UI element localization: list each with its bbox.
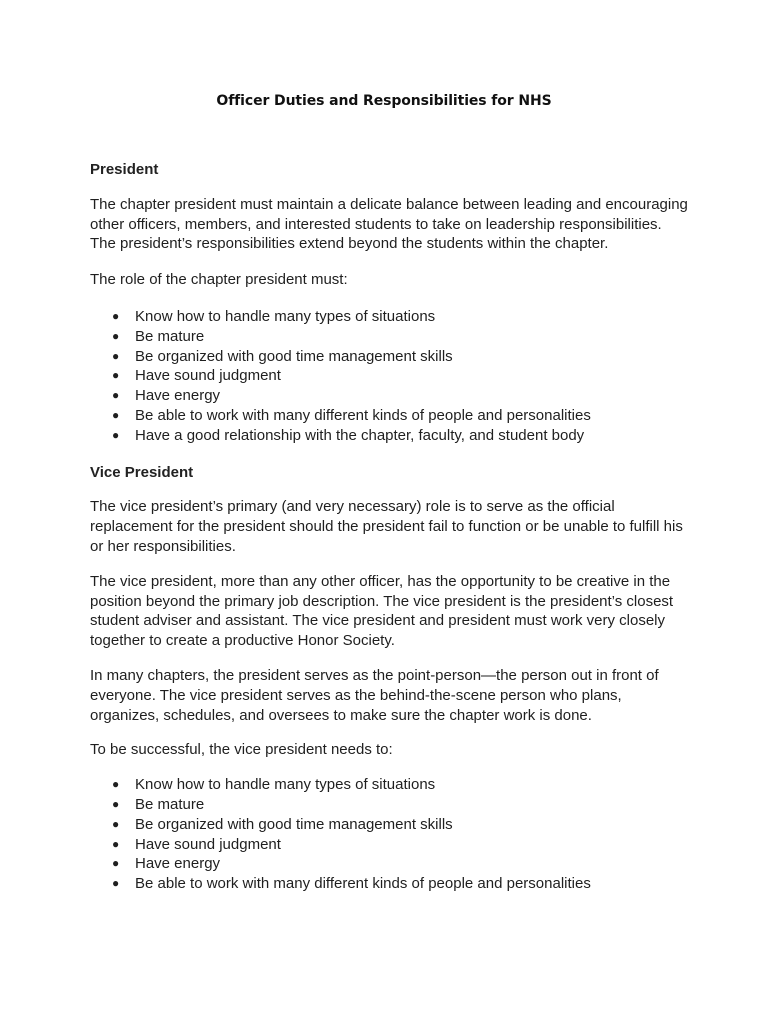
bullet-icon: ● (112, 836, 120, 851)
vice-president-paragraph-3: In many chapters, the president serves as the point-person—the person out in front of everyone. The vice president serves as the behind-the-scene person who plans, organizes, schedules, and oversees to make sure the chapter work is done. (90, 666, 659, 724)
bullet-icon: ● (112, 856, 120, 871)
list-item-text: Have a good relationship with the chapter, faculty, and student body (135, 426, 585, 444)
list-item-text: Have sound judgment (135, 367, 281, 385)
vice-president-paragraph-1: The vice president’s primary (and very necessary) role is to serve as the official replacement for the president should the president fail to function or be unable to fulfill his or her responsibilities. (90, 498, 683, 555)
president-heading: President (90, 161, 159, 178)
list-item (90, 426, 690, 446)
president-list-intro: The role of the chapter president must: (90, 271, 348, 289)
vice-president-bullet-list (90, 775, 690, 894)
bullet-icon: ● (112, 407, 120, 422)
list-item-text: Be mature (135, 327, 205, 345)
list-item (90, 386, 690, 406)
list-item (90, 775, 690, 795)
list-item-text: Have sound judgment (135, 835, 281, 853)
bullet-icon: ● (112, 796, 120, 811)
document-title: Officer Duties and Responsibilities for NHS (216, 93, 552, 109)
list-item (90, 327, 690, 347)
list-item-text: Know how to handle many types of situations (135, 776, 436, 794)
bullet-icon: ● (112, 368, 120, 383)
bullet-icon: ● (112, 777, 120, 792)
list-item (90, 307, 690, 327)
list-item (90, 815, 690, 835)
list-item-text: Be organized with good time management skills (135, 347, 453, 365)
bullet-icon: ● (112, 427, 120, 442)
list-item (90, 854, 690, 874)
bullet-icon: ● (112, 816, 120, 831)
bullet-icon: ● (112, 328, 120, 343)
list-item-text: Know how to handle many types of situations (135, 307, 436, 325)
document-body (90, 160, 690, 909)
president-paragraph: The chapter president must maintain a delicate balance between leading and encouraging other officers, members, and interested students to take on leadership responsibilities. The president’s responsibilities extend beyond the students within the chapter. (90, 195, 688, 253)
list-item (90, 406, 690, 426)
list-item-text: Be mature (135, 795, 205, 813)
list-item-text: Be organized with good time management skills (135, 815, 453, 833)
vice-president-list-intro: To be successful, the vice president needs to: (90, 741, 393, 759)
vice-president-paragraph-2: The vice president, more than any other officer, has the opportunity to be creative in the position beyond the primary job description. The vice president is the president’s closest student adviser and assistant. The vice president and president must work very closely together to create a productive Honor Society. (90, 572, 674, 650)
list-item-text: Be able to work with many different kinds of people and personalities (135, 875, 591, 893)
bullet-icon: ● (112, 876, 120, 891)
bullet-icon: ● (112, 388, 120, 403)
list-item-text: Have energy (135, 855, 221, 873)
bullet-icon: ● (112, 308, 120, 323)
list-item (90, 347, 690, 367)
list-item (90, 835, 690, 855)
list-item (90, 366, 690, 386)
list-item (90, 795, 690, 815)
list-item (90, 874, 690, 894)
vice-president-heading: Vice President (90, 463, 194, 481)
bullet-icon: ● (112, 348, 120, 363)
list-item-text: Have energy (135, 387, 221, 405)
president-bullet-list (90, 307, 690, 446)
list-item-text: Be able to work with many different kinds of people and personalities (135, 406, 591, 424)
